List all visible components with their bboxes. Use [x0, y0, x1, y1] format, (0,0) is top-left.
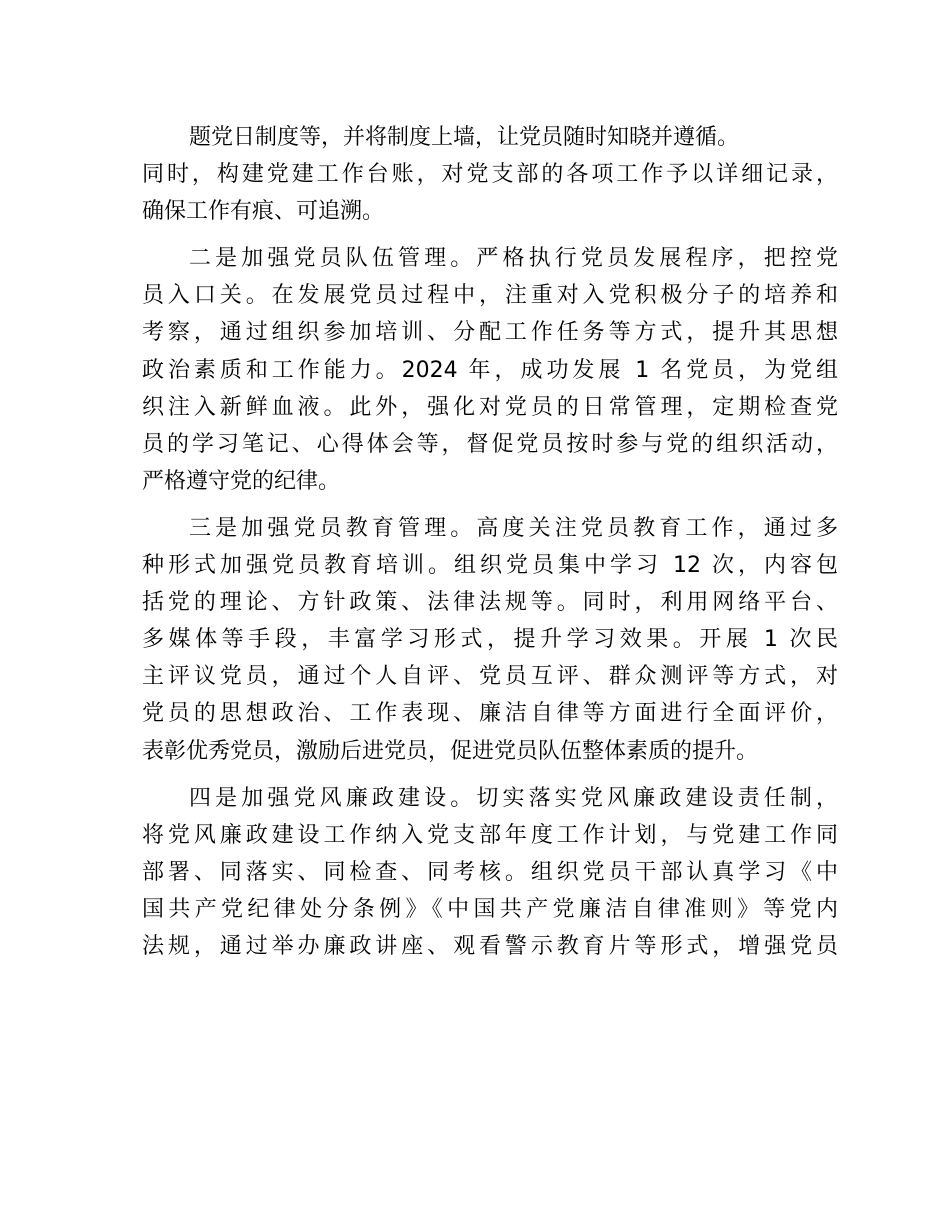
- text-line: 表彰优秀党员，激励后进党员，促进党员队伍整体素质的提升。: [142, 738, 759, 764]
- text-line: 种形式加强党员教育培训。组织党员集中学习 12 次，内容包: [142, 553, 838, 579]
- paragraph-gap: [142, 770, 838, 780]
- paragraph-2: [142, 240, 838, 500]
- text-line: 四是加强党风廉政建设。切实落实党风廉政建设责任制，: [189, 785, 838, 811]
- text-line: 法规，通过举办廉政讲座、观看警示教育片等形式，增强党员: [142, 933, 838, 959]
- text-line: 同时，构建党建工作台账，对党支部的各项工作予以详细记录，: [142, 162, 838, 188]
- paragraph-gap: [142, 230, 838, 240]
- paragraph-gap: [142, 500, 838, 510]
- text-line: 二是加强党员队伍管理。严格执行党员发展程序，把控党: [189, 246, 838, 272]
- text-line: 将党风廉政建设工作纳入党支部年度工作计划，与党建工作同: [142, 822, 838, 848]
- text-line: 员的学习笔记、心得体会等，督促党员按时参与党的组织活动，: [142, 431, 838, 457]
- paragraph-4: [142, 780, 838, 965]
- paragraph-1: [142, 119, 838, 230]
- text-line: 织注入新鲜血液。此外，强化对党员的日常管理，定期检查党: [142, 394, 838, 420]
- text-line: 考察，通过组织参加培训、分配工作任务等方式，提升其思想: [142, 320, 838, 346]
- text-line: 确保工作有痕、可追溯。: [142, 199, 385, 225]
- paragraph-3: [142, 510, 838, 770]
- text-line: 主评议党员，通过个人自评、党员互评、群众测评等方式，对: [142, 664, 838, 690]
- text-line: 括党的理论、方针政策、法律法规等。同时，利用网络平台、: [142, 590, 838, 616]
- text-line: 党员的思想政治、工作表现、廉洁自律等方面进行全面评价，: [142, 701, 838, 727]
- text-line: 严格遵守党的纪律。: [142, 468, 341, 494]
- text-line: 三是加强党员教育管理。高度关注党员教育工作，通过多: [189, 515, 838, 541]
- text-line: 多媒体等手段，丰富学习形式，提升学习效果。开展 1 次民: [142, 627, 838, 653]
- text-line: 员入口关。在发展党员过程中，注重对入党积极分子的培养和: [142, 283, 838, 309]
- document-body: [142, 119, 838, 965]
- text-line: 政治素质和工作能力。2024 年，成功发展 1 名党员，为党组: [142, 357, 838, 383]
- text-line: 题党日制度等，并将制度上墙，让党员随时知晓并遵循。: [189, 125, 740, 150]
- text-line: 国共产党纪律处分条例》《中国共产党廉洁自律准则》等党内: [142, 896, 838, 922]
- text-line: 部署、同落实、同检查、同考核。组织党员干部认真学习《中: [142, 859, 838, 885]
